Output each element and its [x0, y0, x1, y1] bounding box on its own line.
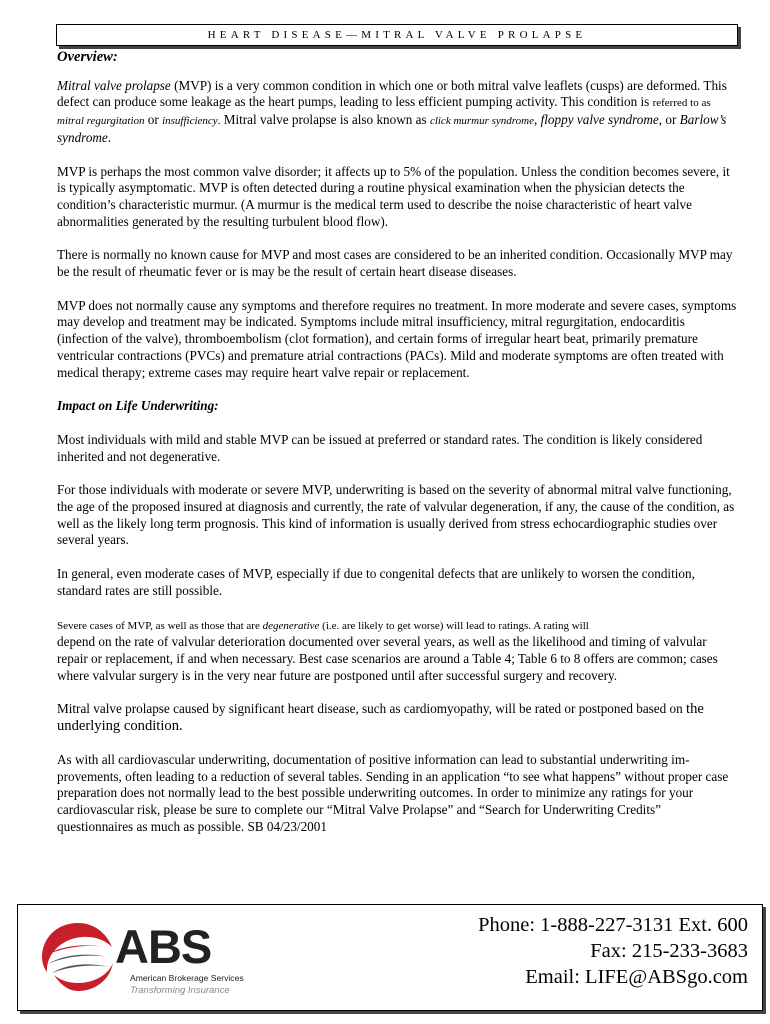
- impact-heading: Impact on Life Underwriting:: [57, 398, 219, 414]
- text-span: ,: [534, 112, 541, 128]
- overview-heading: Overview:: [57, 49, 118, 65]
- document-body: [57, 49, 739, 852]
- logo-tagline: Transforming Insurance: [130, 985, 230, 996]
- logo-company-name: American Brokerage Services: [130, 973, 244, 983]
- impact-paragraph-4: [57, 617, 739, 685]
- text-span: .: [217, 115, 221, 128]
- term-insufficiency: insufficiency: [162, 115, 218, 128]
- overview-paragraph-1: [57, 78, 739, 147]
- text-span: depend on the rate of valvular deterioration documented over several years, as well as the likelihood and timing of valvular repair or replacement, if and when necessary. Best case scenarios are around a Table 4; Table 6 to 8 offers are common; cases where valvular surgery is in the very near future are postponed until after successful surgery and recovery.: [57, 634, 718, 683]
- term-degenerative: degenerative: [262, 619, 320, 632]
- impact-paragraph-5: [57, 701, 739, 734]
- text-span: Mitral valve prolapse is also known as: [220, 112, 430, 128]
- term-click-murmur-syndrome: click murmur syndrome: [429, 115, 535, 128]
- text-span: , or: [658, 112, 680, 128]
- contact-phone: Phone: 1-888-227-3131 Ext. 600: [478, 914, 748, 936]
- impact-paragraph-3: In general, even moderate cases of MVP, especially if due to congenital defects that are unlikely to worsen the condition, standard rates are still possible.: [57, 566, 695, 598]
- page-title: HEART DISEASE—MITRAL VALVE PROLAPSE: [56, 24, 738, 46]
- impact-paragraph-2: For those individuals with moderate or severe MVP, underwriting is based on the severity of abnormal mitral valve functioning, the age of the proposed insured at diagnosis and currently, the rate of valvular degeneration, if any, the cause of the condition, as well as the likely long term prognosis. This kind of information is usually derived from stress echocardiographic studies over several years.: [57, 482, 735, 548]
- abs-logo: [38, 917, 253, 997]
- contact-email: Email: LIFE@ABSgo.com: [525, 966, 748, 988]
- text-span: the underlying condition.: [57, 701, 704, 735]
- footer-box: [17, 904, 763, 1011]
- text-span: Severe cases of MVP, as well as those that are: [57, 619, 263, 632]
- text-span: .: [107, 129, 112, 145]
- text-span: referred to as: [652, 97, 711, 110]
- term-barlows-syndrome: Barlow’s syndrome: [57, 112, 727, 145]
- overview-paragraph-4: MVP does not normally cause any symptoms and therefore requires no treatment. In more moderate and severe cases, symptoms may develop and treatment may be indicated. Symptoms include mitral insufficiency, mitral regurgitation, endocarditis (infection of the valve), thromboembolism (clot formation), and certain forms of irregular heart beat, primarily premature ventricular contractions (PVCs) and premature atrial contractions (PACs). Mild and moderate symptoms are often treated with medical therapy; extreme cases may require heart valve repair or replacement.: [57, 297, 737, 380]
- term-floppy-valve-syndrome: floppy valve syndrome: [540, 112, 659, 128]
- text-span: (MVP) is a very common condition in which one or both mitral valve leaflets (cusps) are deformed. This defect can produce some leakage as the heart pumps, leading to less efficient pumping activity. This condition is: [57, 77, 727, 110]
- text-span: or: [144, 112, 163, 128]
- term-mvp: Mitral valve prolapse: [57, 77, 171, 93]
- contact-info: [478, 912, 748, 990]
- impact-paragraph-6: As with all cardiovascular underwriting, documentation of positive information can lead to substantial underwriting improvements, often leading to a reduction of several tables. Sending in an application “to see what happens” without proper case preparation does not normally lead to the best possible underwriting outcomes. In order to minimize any ratings for your cardiovascular risk, please be sure to complete our “Mitral Valve Prolapse” and “Search for Underwriting Credits” questionnaires as much as possible. SB 04/23/2001: [57, 751, 729, 834]
- impact-paragraph-1: Most individuals with mild and stable MVP can be issued at preferred or standard rates. The condition is likely considered inherited and not degenerative.: [57, 431, 703, 464]
- overview-paragraph-3: There is normally no known cause for MVP and most cases are considered to be an inherited condition. Occasionally MVP may be the result of rheumatic fever or is may be the result of certain heart disease diseases.: [57, 247, 733, 280]
- overview-paragraph-2: MVP is perhaps the most common valve disorder; it affects up to 5% of the population. Unless the condition becomes severe, it is typically asymptomatic. MVP is often detected during a routine physical examination when the physician detects the condition’s characteristic murmur. (A murmur is the medical term used to describe the noise characteristic of heart valve abnormalities generated by the resulting turbulent blood flow).: [57, 163, 730, 229]
- logo-wordmark: ABS: [115, 920, 212, 973]
- text-span: (i.e. are likely to get worse) will lead to ratings. A rating will: [319, 619, 589, 632]
- text-span: Mitral valve prolapse caused by significant heart disease, such as cardiomyopathy, will be rated or postponed based on: [57, 701, 687, 717]
- abs-swirl-icon: [38, 917, 118, 997]
- term-mitral-regurgitation: mitral regurgitation: [57, 115, 145, 128]
- contact-fax: Fax: 215-233-3683: [590, 940, 748, 962]
